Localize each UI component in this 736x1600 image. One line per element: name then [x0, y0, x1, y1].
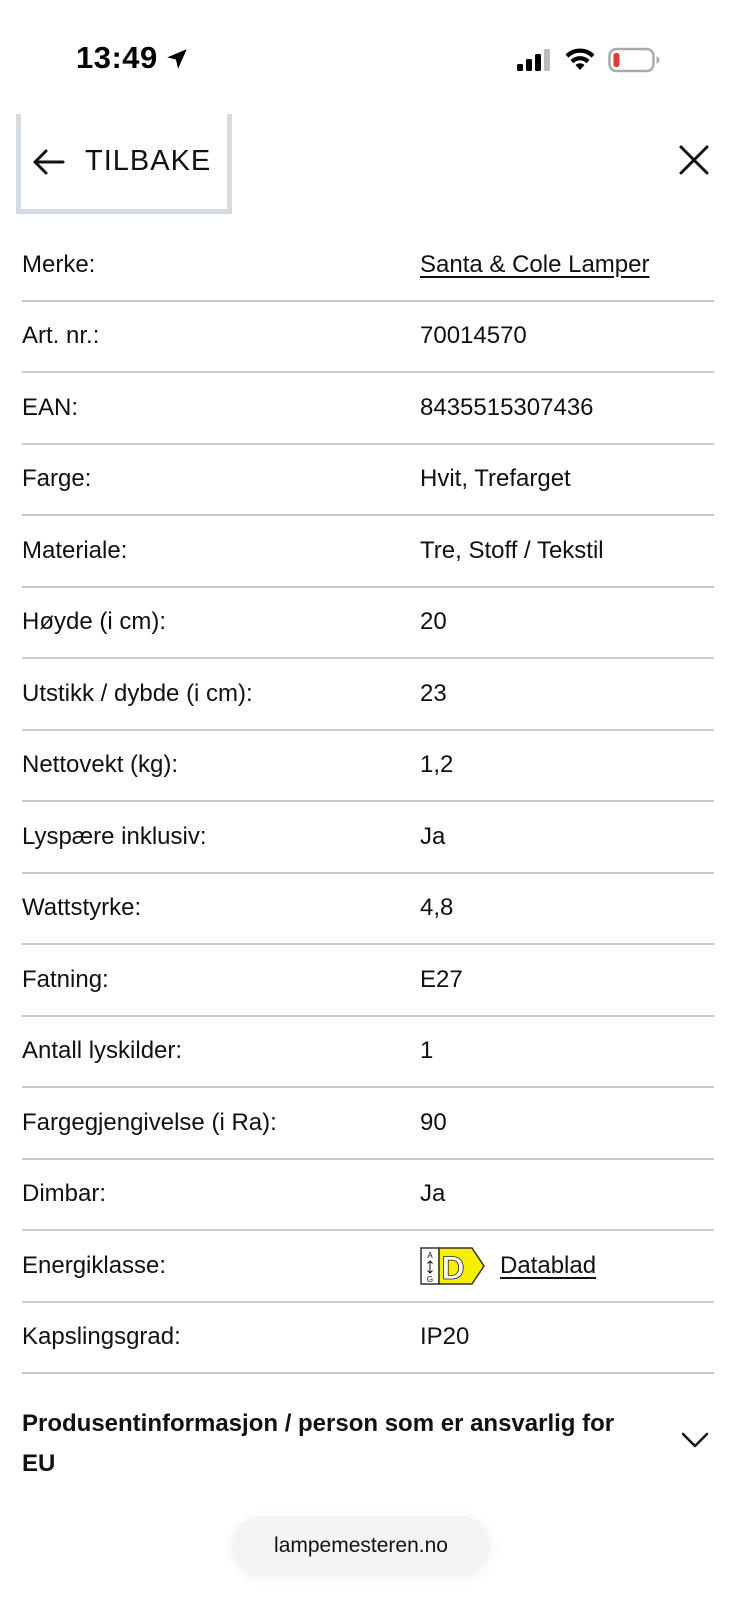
spec-value: Ja: [420, 1180, 446, 1208]
energy-class-letter: D: [441, 1249, 465, 1285]
manufacturer-info-accordion[interactable]: [22, 1404, 714, 1484]
spec-value: 20: [420, 608, 447, 636]
energy-scale-bottom: G: [426, 1274, 434, 1284]
spec-label: Wattstyrke:: [22, 894, 142, 922]
spec-row-depth: [22, 659, 714, 731]
battery-low-icon: [608, 46, 660, 74]
back-button[interactable]: [16, 114, 232, 214]
close-icon[interactable]: [676, 142, 712, 178]
spec-label: Fatning:: [22, 965, 109, 993]
spec-value: 1,2: [420, 751, 454, 779]
spec-row-color: [22, 445, 714, 517]
spec-row-article-number: [22, 302, 714, 374]
spec-row-ip-rating: [22, 1303, 714, 1375]
spec-row-energy-class: [22, 1231, 714, 1303]
spec-row-color-rendering: [22, 1088, 714, 1160]
energy-scale-top: A: [427, 1250, 433, 1260]
spec-row-bulb-included: [22, 802, 714, 874]
spec-row-brand: [22, 230, 714, 302]
spec-row-height: [22, 588, 714, 660]
spec-label: Merke:: [22, 250, 96, 278]
back-button-label: TILBAKE: [85, 145, 212, 177]
spec-label: Antall lyskilder:: [22, 1037, 183, 1065]
spec-row-material: [22, 516, 714, 588]
spec-label: Utstikk / dybde (i cm):: [22, 679, 253, 707]
spec-value: Ja: [420, 822, 446, 850]
spec-value: IP20: [420, 1323, 470, 1351]
spec-label: Kapslingsgrad:: [22, 1323, 181, 1351]
chevron-down-icon: [680, 1430, 710, 1450]
spec-row-dimmable: [22, 1160, 714, 1232]
wifi-icon: [564, 44, 596, 72]
spec-value: 70014570: [420, 322, 527, 350]
location-arrow-icon: [164, 46, 190, 72]
energy-class-badge-icon[interactable]: [420, 1247, 486, 1285]
spec-row-socket: [22, 945, 714, 1017]
spec-table: [22, 230, 714, 1374]
spec-value: Hvit, Trefarget: [420, 465, 571, 493]
spec-row-ean: [22, 373, 714, 445]
spec-value: 90: [420, 1108, 447, 1136]
arrow-left-icon: [31, 147, 65, 177]
status-bar: [0, 0, 736, 110]
spec-label: Farge:: [22, 465, 92, 493]
spec-label: Art. nr.:: [22, 322, 100, 350]
spec-row-wattage: [22, 874, 714, 946]
spec-label: Lyspære inklusiv:: [22, 822, 207, 850]
spec-label: Nettovekt (kg):: [22, 751, 179, 779]
spec-value: 1: [420, 1037, 434, 1065]
spec-value: Tre, Stoff / Tekstil: [420, 536, 604, 564]
status-time: 13:49: [76, 40, 158, 75]
url-text: lampemesteren.no: [274, 1534, 448, 1557]
datasheet-link[interactable]: Datablad: [500, 1251, 597, 1279]
spec-label: Fargegjengivelse (i Ra):: [22, 1108, 277, 1136]
cellular-signal-icon: [516, 48, 552, 72]
spec-label: EAN:: [22, 393, 79, 421]
accordion-title: Produsentinformasjon / person som er ansvarlig for EU: [22, 1410, 615, 1477]
spec-value: 4,8: [420, 894, 454, 922]
spec-label: Materiale:: [22, 536, 128, 564]
spec-row-light-sources: [22, 1017, 714, 1089]
spec-row-weight: [22, 731, 714, 803]
spec-value: E27: [420, 965, 463, 993]
spec-label: Energiklasse:: [22, 1251, 167, 1279]
spec-label: Høyde (i cm):: [22, 608, 166, 636]
browser-url-bar[interactable]: [232, 1516, 490, 1576]
brand-link[interactable]: Santa & Cole Lamper: [420, 250, 650, 278]
spec-value: 8435515307436: [420, 393, 594, 421]
spec-value: 23: [420, 679, 447, 707]
spec-label: Dimbar:: [22, 1180, 107, 1208]
